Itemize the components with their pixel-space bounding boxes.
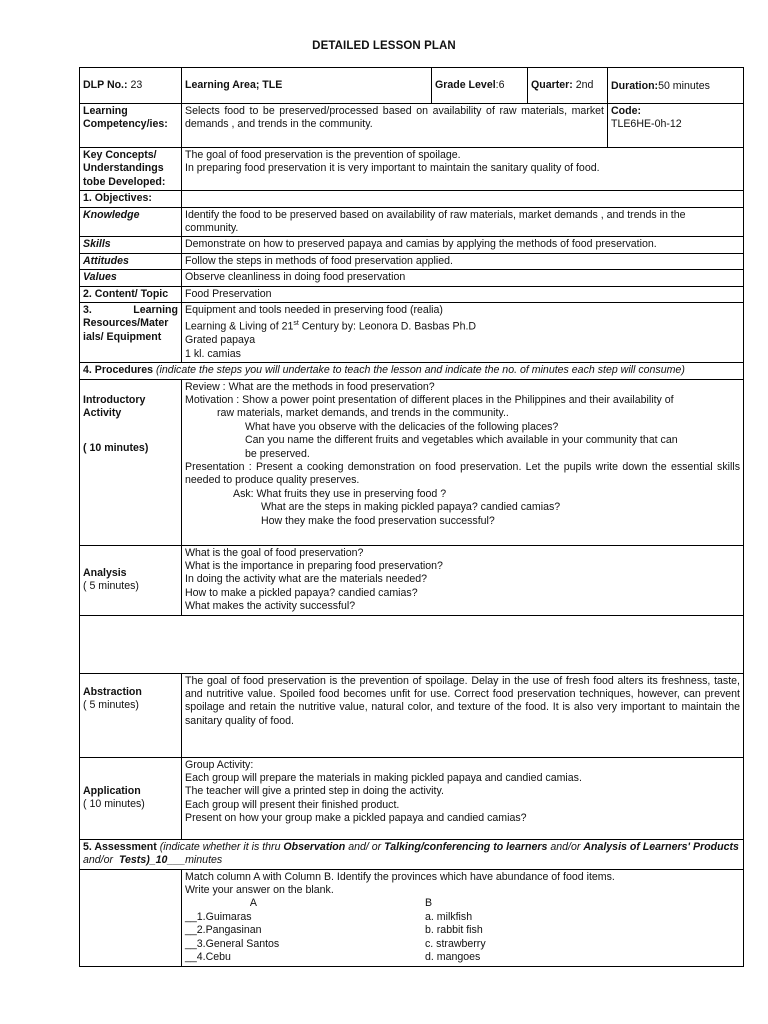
resource-line-4: 1 kl. camias (185, 347, 241, 360)
match-b-3: c. strawberry (425, 937, 486, 950)
analysis-minutes: ( 5 minutes) (83, 580, 139, 593)
application-row (80, 757, 744, 839)
values-row (80, 270, 744, 286)
knowledge-text: Identify the food to be preserved based on availability of raw materials, market demands , and trends in the community. (182, 207, 744, 237)
assessment-note-1: (indicate whether it is thru (159, 840, 284, 853)
duration-label: Duration: (611, 80, 659, 92)
content-text: Food Preservation (182, 286, 744, 302)
application-l1: Group Activity: (185, 758, 254, 771)
match-row-1 (185, 911, 740, 924)
intro-q2-cont: be preserved. (245, 447, 310, 460)
attitudes-label: Attitudes (80, 253, 182, 269)
match-b-1: a. milkfish (425, 910, 473, 923)
analysis-q3: In doing the activity what are the materials needed? (185, 573, 428, 586)
blank-row (80, 615, 744, 673)
attitudes-row (80, 253, 744, 269)
procedures-cell (80, 363, 744, 379)
resources-row (80, 303, 744, 363)
intro-motivation: Motivation : Show a power point presentation of different places in the Philippines and their availability of (185, 394, 674, 407)
code-label: Code: (611, 105, 642, 117)
learning-area: Learning Area; TLE (182, 68, 432, 104)
competency-row (80, 104, 744, 148)
assessment-note-4: and/or (83, 854, 116, 867)
match-a-2: __2.Pangasinan (185, 924, 262, 937)
skills-text: Demonstrate on how to preserved papaya and camias by applying the methods of food preservation. (182, 237, 744, 253)
intro-motivation-cont: raw materials, market demands, and trends in the community.. (217, 407, 509, 420)
abstraction-label-cell (80, 673, 182, 757)
introductory-label: Introductory Activity (83, 393, 146, 420)
grade-label: Grade Level (435, 78, 496, 91)
analysis-label: Analysis (83, 566, 127, 579)
dlp-value: 23 (130, 78, 143, 91)
resources-label-word: Learning (133, 304, 178, 317)
intro-q2: Can you name the different fruits and vegetables which available in your community that can (245, 434, 678, 447)
analysis-q4: How to make a pickled papaya? candied camias? (185, 586, 418, 599)
intro-ask-2: What are the steps in making pickled papaya? candied camias? (261, 501, 561, 514)
resource-line-2-post: Century by: Leonora D. Basbas Ph.D (298, 321, 477, 333)
analysis-q1: What is the goal of food preservation? (185, 546, 364, 559)
dlp-label: DLP No.: (83, 78, 128, 91)
dlp-cell (80, 68, 182, 104)
assessment-body (182, 869, 744, 966)
resource-line-2-sup: st (293, 320, 299, 328)
match-a-1: __1.Guimaras (185, 910, 252, 923)
objectives-label: 1. Objectives: (80, 191, 182, 207)
resource-line-3: Grated papaya (185, 334, 256, 347)
duration-cell (608, 68, 744, 104)
assessment-instr-1: Match column A with Column B. Identify the provinces which have abundance of food items. (185, 870, 615, 883)
resources-label-rest: Resources/Mater ials/ Equipment (83, 317, 169, 343)
quarter-cell (528, 68, 608, 104)
competency-label: Learning Competency/ies: (80, 104, 182, 148)
assessment-note-3: and/or (547, 840, 584, 853)
column-a-header: A (249, 897, 257, 910)
match-row-3 (185, 938, 740, 951)
key-concepts-text (182, 148, 744, 191)
assessment-header-cell (80, 839, 744, 869)
analysis-q5: What makes the activity successful? (185, 600, 356, 613)
header-row (80, 68, 744, 104)
skills-label: Skills (80, 237, 182, 253)
lesson-plan-table (79, 67, 744, 967)
abstraction-label: Abstraction (83, 685, 142, 698)
match-row-4 (185, 951, 740, 964)
intro-ask-3: How they make the food preservation successful? (261, 514, 495, 527)
introductory-minutes: ( 10 minutes) (83, 442, 149, 455)
content-row (80, 286, 744, 302)
duration-value: 50 minutes (658, 80, 710, 92)
values-label: Values (80, 270, 182, 286)
assessment-header-row (80, 839, 744, 869)
analysis-q2: What is the importance in preparing food preservation? (185, 560, 443, 573)
application-l5: Present on how your group make a pickled papaya and candied camias? (185, 812, 527, 825)
resource-line-2-pre: Learning & Living of 21 (185, 321, 294, 333)
resource-line-1: Equipment and tools needed in preserving food (realia) (185, 304, 443, 317)
application-label: Application (83, 784, 141, 797)
application-text (182, 757, 744, 839)
resources-text (182, 303, 744, 363)
procedures-note: (indicate the steps you will undertake to teach the lesson and indicate the no. of minutes each step will consume) (156, 364, 685, 377)
application-l3: The teacher will give a printed step in doing the activity. (185, 785, 444, 798)
attitudes-text: Follow the steps in methods of food preservation applied. (182, 253, 744, 269)
skills-row (80, 237, 744, 253)
objectives-row (80, 191, 744, 207)
introductory-text (182, 379, 744, 545)
assessment-minutes: minutes (185, 854, 223, 867)
knowledge-label: Knowledge (80, 207, 182, 237)
application-minutes: ( 10 minutes) (83, 798, 145, 811)
resources-label-num: 3. (83, 304, 92, 317)
assessment-analysis: Analysis of Learners' Products (583, 840, 739, 853)
match-a-3: __3.General Santos (185, 937, 280, 950)
match-b-4: d. mangoes (425, 951, 481, 964)
assessment-note-2: and/ or (345, 840, 385, 853)
intro-ask-1: Ask: What fruits they use in preserving food ? (233, 487, 447, 500)
code-cell (608, 104, 744, 148)
key-concept-line-2: In preparing food preservation it is very important to maintain the sanitary quality of food. (185, 162, 600, 175)
analysis-text (182, 545, 744, 615)
page-title: DETAILED LESSON PLAN (312, 40, 456, 52)
assessment-body-row (80, 869, 744, 966)
key-concept-line-1: The goal of food preservation is the prevention of spoilage. (185, 149, 461, 161)
introductory-label-cell (80, 379, 182, 545)
introductory-row (80, 379, 744, 545)
abstraction-row (80, 673, 744, 757)
match-headers (185, 897, 740, 910)
assessment-talking: Talking/conferencing to learners (384, 840, 548, 853)
match-a-4: __4.Cebu (185, 951, 231, 964)
intro-presentation: Presentation : Present a cooking demonstration on food preservation. Let the pupils write down the essential skills needed to produce quality preserves. (185, 461, 740, 487)
grade-level-cell (432, 68, 528, 104)
match-b-2: b. rabbit fish (425, 924, 483, 937)
intro-q1: What have you observe with the delicacies of the following places? (245, 420, 559, 433)
application-l4: Each group will present their finished product. (185, 798, 400, 811)
knowledge-row (80, 207, 744, 237)
intro-review: Review : What are the methods in food preservation? (185, 380, 435, 393)
procedures-row (80, 363, 744, 379)
resource-line-2 (185, 317, 740, 334)
key-concepts-row (80, 148, 744, 191)
analysis-label-cell (80, 545, 182, 615)
assessment-tests: Tests)_10___ (118, 854, 186, 867)
assessment-observation: Observation (283, 840, 346, 853)
application-l2: Each group will prepare the materials in making pickled papaya and candied camias. (185, 772, 582, 785)
assessment-empty-cell (80, 869, 182, 966)
abstraction-text: The goal of food preservation is the prevention of spoilage. Delay in the use of fresh food alters its freshness, taste, and nutritive value. Spoiled food becomes unfit for use. Correct food preservation techniques, however, can prevent spoilage and retain the nutritive value, natural color, and texture of the food. It is also very important to maintain the sanitary quality of food. (182, 673, 744, 757)
quarter-value: 2nd (575, 78, 594, 91)
assessment-label: 5. Assessment (83, 840, 157, 853)
resources-label (80, 303, 182, 363)
grade-value: :6 (495, 78, 505, 91)
quarter-label: Quarter: (531, 78, 573, 91)
competency-text: Selects food to be preserved/processed based on availability of raw materials, market demands , and trends in the community. (182, 104, 608, 148)
content-label: 2. Content/ Topic (80, 286, 182, 302)
abstraction-minutes: ( 5 minutes) (83, 699, 139, 712)
procedures-label: 4. Procedures (83, 364, 154, 377)
objectives-empty (182, 191, 744, 207)
code-value: TLE6HE-0h-12 (611, 118, 682, 131)
match-row-2 (185, 924, 740, 937)
application-label-cell (80, 757, 182, 839)
analysis-row (80, 545, 744, 615)
column-b-header: B (425, 897, 433, 910)
assessment-instr-2: Write your answer on the blank. (185, 884, 334, 897)
values-text: Observe cleanliness in doing food preservation (182, 270, 744, 286)
key-concepts-label: Key Concepts/ Understandings tobe Developed: (80, 148, 182, 191)
blank-cell (80, 615, 744, 673)
